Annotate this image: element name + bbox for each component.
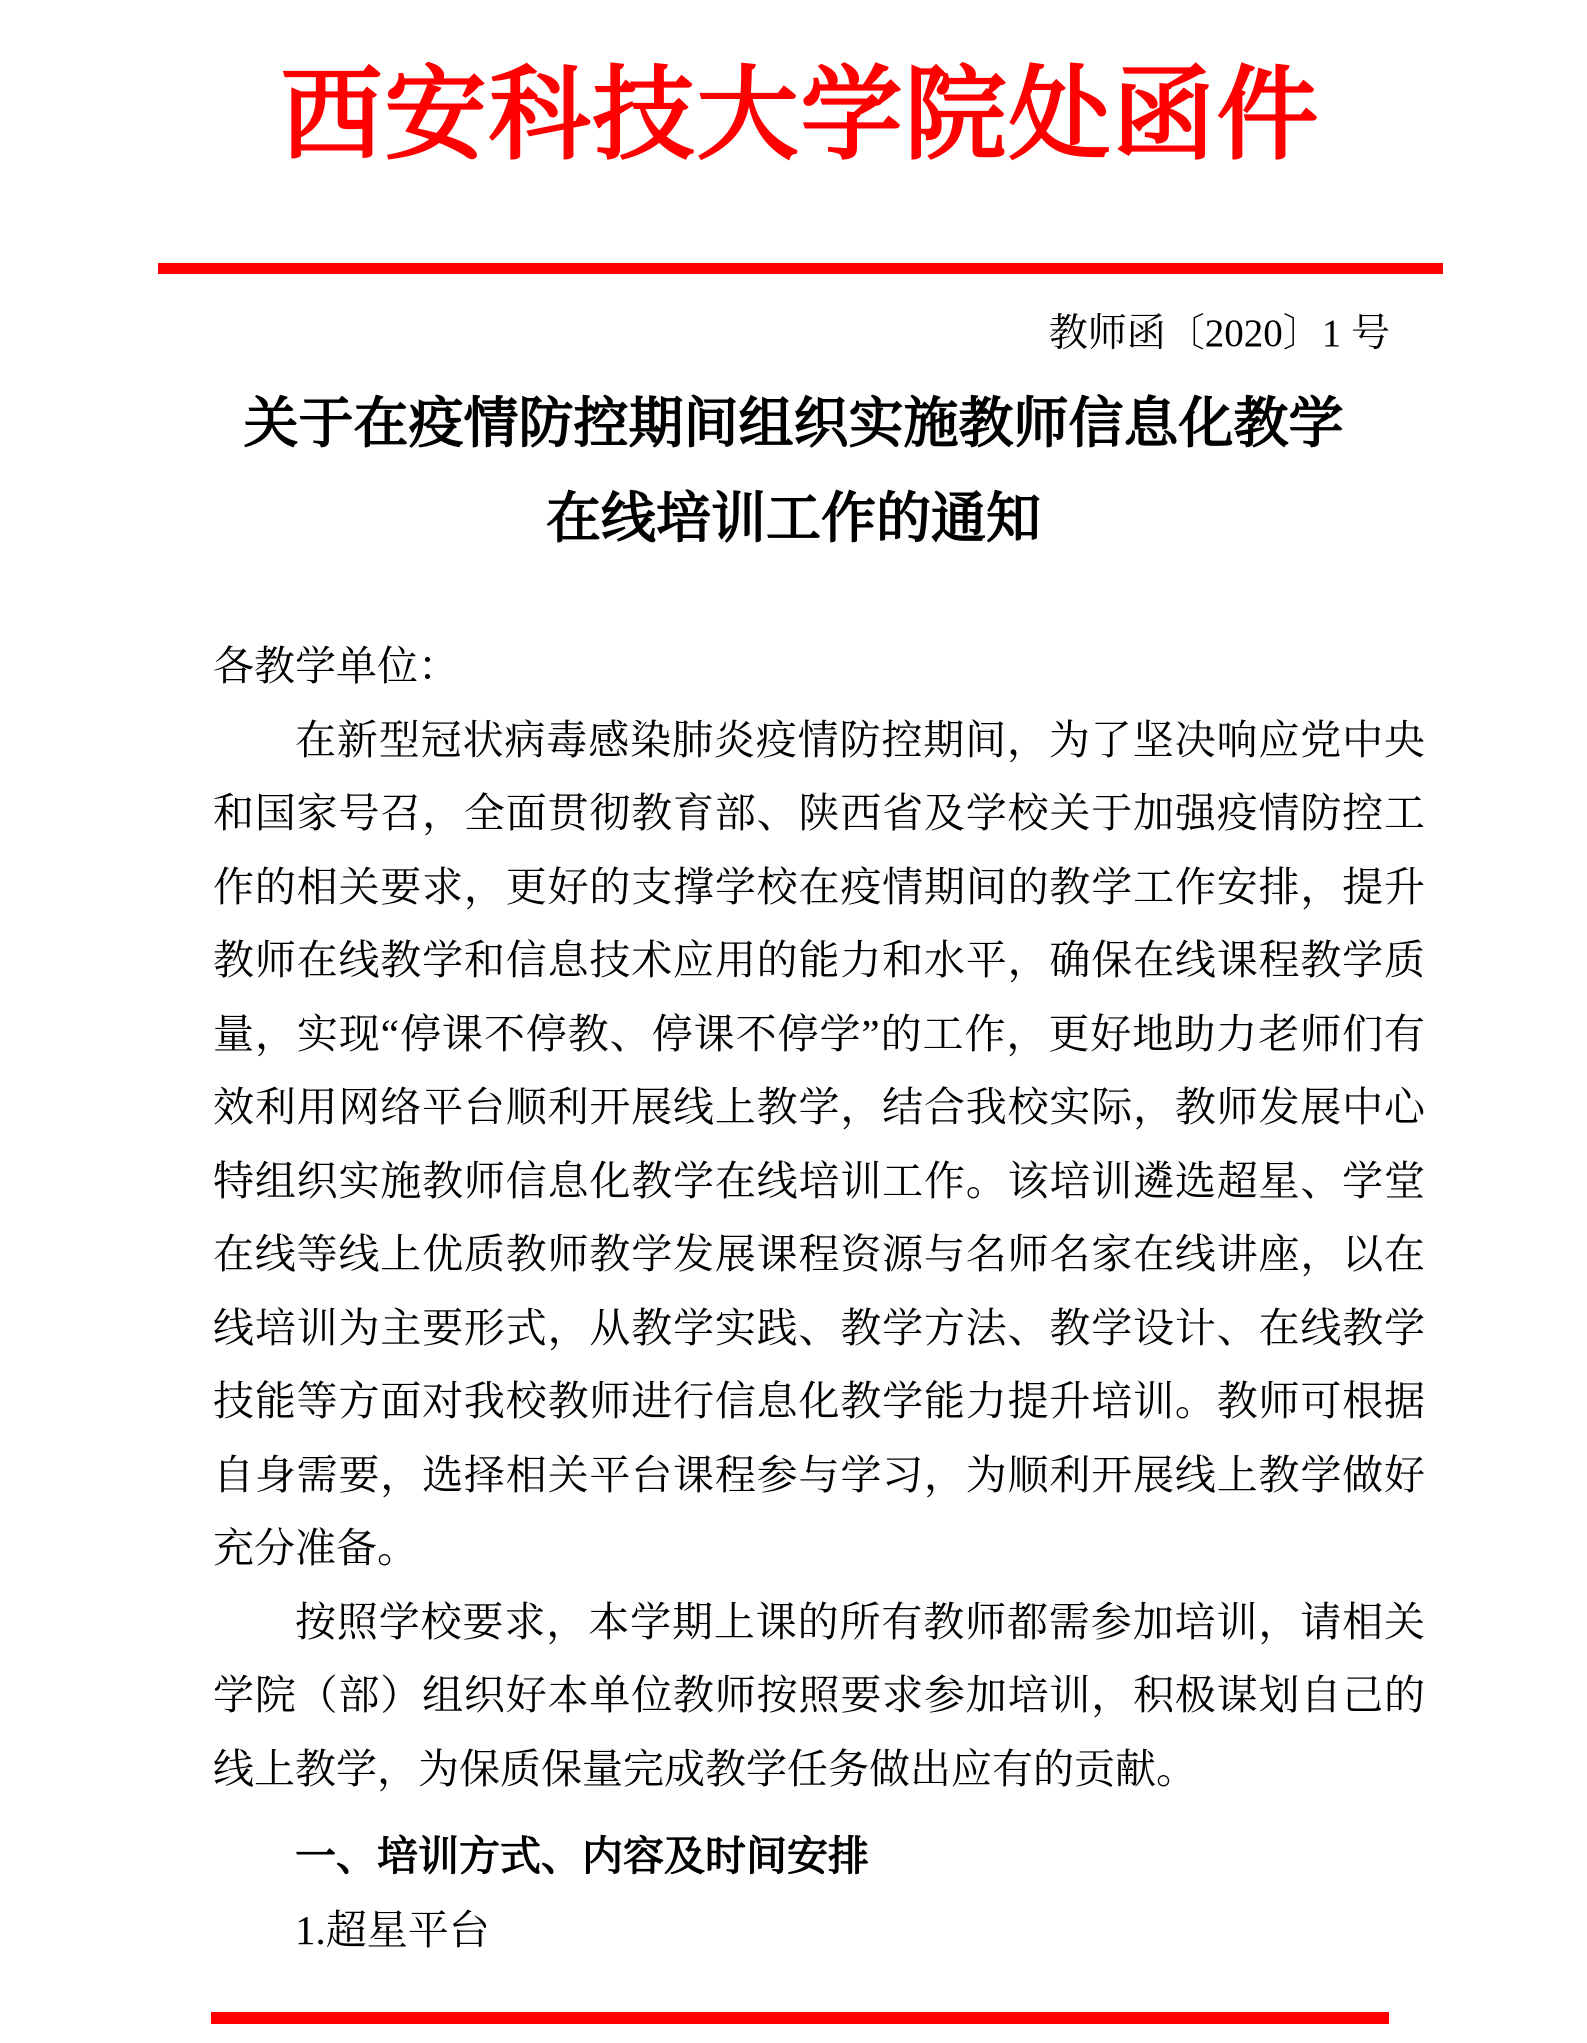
paragraph-1: 在新型冠状病毒感染肺炎疫情防控期间，为了坚决响应党中央和国家号召，全面贯彻教育部、陕西省及学校关于加强疫情防控工作的相关要求，更好的支撑学校在疫情期间的教学工作安排，提升教师在线教学和信息技术应用的能力和水平，确保在线课程教学质量，实现“停课不停教、停课不停学”的工作，更好地助力老师们有效利用网络平台顺利开展线上教学，结合我校实际，教师发展中心特组织实施教师信息化教学在线培训工作。该培训遴选超星、学堂在线等线上优质教师教学发展课程资源与名师名家在线讲座，以在线培训为主要形式，从教学实践、教学方法、教学设计、在线教学技能等方面对我校教师进行信息化教学能力提升培训。教师可根据自身需要，选择相关平台课程参与学习，为顺利开展线上教学做好充分准备。: [213, 716, 1425, 1571]
notice-title: [0, 376, 1587, 566]
letterhead-title: 西安科技大学院处函件: [280, 58, 1321, 172]
notice-title-line2: 在线培训工作的通知: [545, 487, 1041, 549]
footer-rule: [211, 2012, 1389, 2024]
document-number: 教师函〔2020〕1 号: [1048, 312, 1390, 355]
paragraph-2: 按照学校要求，本学期上课的所有教师都需参加培训，请相关学院（部）组织好本单位教师按照要求参加培训，积极谋划自己的线上教学，为保质保量完成教学任务做出应有的贡献。: [213, 1598, 1425, 1792]
salutation: 各教学单位：: [213, 643, 459, 689]
section-heading: 一、培训方式、内容及时间安排: [295, 1833, 869, 1879]
list-item-1: 1.超星平台: [295, 1906, 490, 1953]
letterhead-divider-rule: [158, 263, 1443, 274]
document-body: [213, 630, 1425, 1967]
notice-title-line1: 关于在疫情防控期间组织实施教师信息化教学: [243, 392, 1344, 454]
